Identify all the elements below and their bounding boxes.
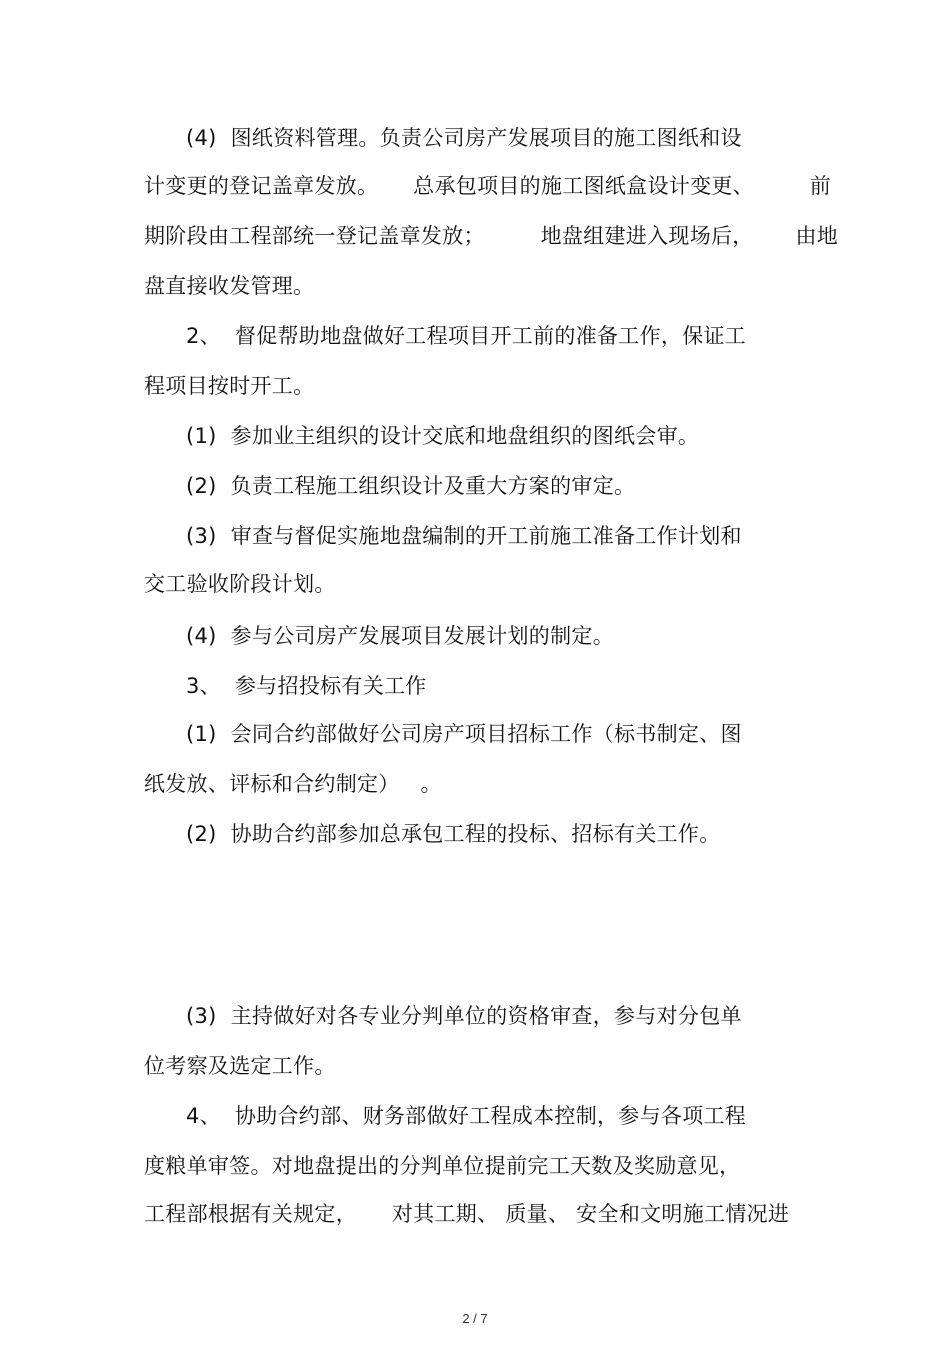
text-line-17: 位考察及选定工作。 (144, 1054, 336, 1078)
text-line-13: (1) 会同合约部做好公司房产项目招标工作（标书制定、图 (186, 722, 742, 746)
page-number: 2 / 7 (462, 1311, 488, 1326)
text-line-16: (3) 主持做好对各专业分判单位的资格审查，参与对分包单 (186, 1004, 742, 1028)
text-line-11: (4) 参与公司房产发展项目发展计划的制定。 (186, 624, 614, 648)
text-line-19: 度粮单审签。对地盘提出的分判单位提前完工天数及奖励意见， (144, 1154, 741, 1178)
text-line-14: 纸发放、评标和合约制定） 。 (144, 772, 442, 796)
text-line-4: 盘直接收发管理。 (144, 274, 315, 298)
text-line-20: 工程部根据有关规定， 对其工期、 质量、 安全和文明施工情况进 (144, 1202, 790, 1226)
text-line-2: 计变更的登记盖章发放。 总承包项目的施工图纸盒设计变更、 前 (144, 174, 832, 198)
section-heading-4: 4、 协助合约部、财务部做好工程成本控制，参与各项工程 (186, 1104, 747, 1128)
text-line-10: 交工验收阶段计划。 (144, 572, 336, 596)
text-line-8: (2) 负责工程施工组织设计及重大方案的审定。 (186, 474, 636, 498)
section-heading-2: 2、 督促帮助地盘做好工程项目开工前的准备工作，保证工 (186, 324, 747, 348)
section-heading-3: 3、 参与招投标有关工作 (186, 674, 427, 698)
text-line-15: (2) 协助合约部参加总承包工程的投标、招标有关工作。 (186, 822, 721, 846)
text-line-1: (4) 图纸资料管理。负责公司房产发展项目的施工图纸和设 (186, 126, 742, 150)
text-line-6: 程项目按时开工。 (144, 374, 315, 398)
text-line-9: (3) 审查与督促实施地盘编制的开工前施工准备工作计划和 (186, 524, 742, 548)
text-line-3: 期阶段由工程部统一登记盖章发放； 地盘组建进入现场后， 由地 (144, 224, 839, 248)
text-line-7: (1) 参加业主组织的设计交底和地盘组织的图纸会审。 (186, 424, 700, 448)
